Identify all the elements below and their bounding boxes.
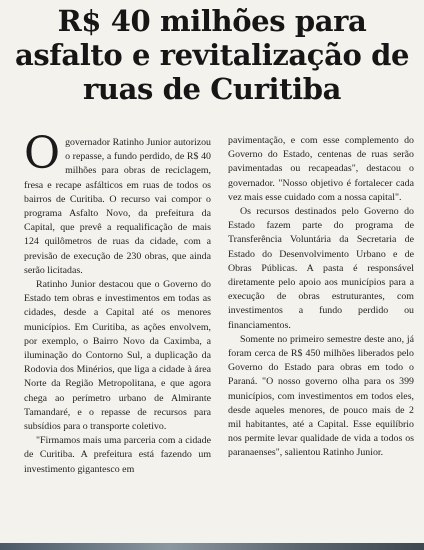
article-column-right [228,134,414,461]
headline-line-1: R$ 40 milhões para [57,4,367,38]
paragraph-text: governador Ratinho Junior autorizou o repasse, a fundo perdido, de R$ 40 milhões para obras de reciclagem, fresa e recape asfálticos em ruas de todos os bairros de Curitiba. O recurso vai compor o programa Asfalto Novo, da prefeitura da Capital, que prevê a requalificação de mais 124 quilômetros de ruas da cidade, com a previsão de execução de 230 obras, que ainda serão licitadas. [24,137,211,276]
paragraph: Somente no primeiro semestre deste ano, já foram cerca de R$ 450 milhões liberados pelo Governo do Estado para obras em todo o Paraná. "O nosso governo olha para os 399 municípios, com investimentos em todos eles, desde aqueles menores, de pouco mais de 2 mil habitantes, até a Capital. Esse equilíbrio nos permite levar qualidade de vida a todos os paranaenses", salientou Ratinho Junior. [228,333,414,459]
paragraph [24,128,211,278]
paragraph: "Firmamos mais uma parceria com a cidade de Curitiba. A prefeitura está fazendo um investimento gigantesco em [24,435,211,475]
headline-line-2: asfalto e revitalização de [14,38,410,72]
photo-edge [0,543,424,550]
paragraph: Os recursos destinados pelo Governo do Estado fazem parte do programa de Transferência Voluntária da Secretaria de Estado do Desenvolvimento Urbano e de Obras Públicas. A pasta é responsável diretamente pelo apoio aos municípios para a execução de obras estruturantes, com investimentos a fundo perdido ou financiamentos. [228,206,414,331]
paragraph: pavimentação, e com esse complemento do Governo do Estado, centenas de ruas serão pavimentadas ou recapeadas", destacou o governador. "Nosso objetivo é fortalecer cada vez mais esse cuidado com a nossa capital". [228,135,414,203]
headline-line-3: ruas de Curitiba [83,72,341,106]
paragraph: Ratinho Junior destacou que o Governo do Estado tem obras e investimentos em todas as cidades, desde a Capital até os menores municípios. Em Curitiba, as ações envolvem, por exemplo, o Bairro Novo da Caximba, a iluminação do Contorno Sul, a duplicação da Rodovia dos Minérios, que liga a cidade à área Norte da Região Metropolitana, e que agora chega ao perímetro urbano de Almirante Tamandaré, e o repasse de recursos para subsídios para o transporte coletivo. [24,279,211,433]
article-column-left [24,128,211,477]
drop-cap: O [24,128,61,179]
article-headline [10,4,414,106]
